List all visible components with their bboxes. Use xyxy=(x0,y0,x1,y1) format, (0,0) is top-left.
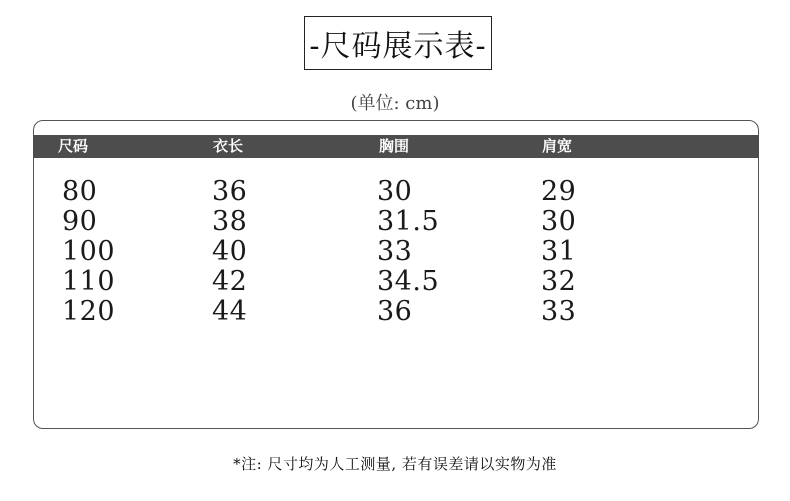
cell-chest: 33 xyxy=(377,236,413,267)
table-row xyxy=(0,177,790,207)
header-length: 衣长 xyxy=(213,137,244,155)
cell-shoulder: 30 xyxy=(541,206,577,237)
cell-shoulder: 31 xyxy=(541,236,577,267)
cell-length: 42 xyxy=(212,266,248,297)
table-row xyxy=(0,237,790,267)
table-row xyxy=(0,297,790,327)
cell-size: 110 xyxy=(62,266,116,297)
cell-size: 100 xyxy=(62,236,116,267)
cell-chest: 31.5 xyxy=(377,206,440,237)
measurement-note: *注: 尺寸均为人工测量, 若有误差请以实物为准 xyxy=(233,455,557,473)
table-row xyxy=(0,207,790,237)
table-header xyxy=(33,135,759,158)
cell-chest: 30 xyxy=(377,176,413,207)
cell-length: 44 xyxy=(212,296,248,327)
cell-length: 40 xyxy=(212,236,248,267)
cell-shoulder: 33 xyxy=(541,296,577,327)
page-title: -尺码展示表- xyxy=(304,16,492,70)
table-body xyxy=(0,177,790,327)
cell-length: 36 xyxy=(212,176,248,207)
cell-shoulder: 32 xyxy=(541,266,577,297)
header-chest: 胸围 xyxy=(379,137,410,155)
header-size: 尺码 xyxy=(58,137,89,155)
cell-length: 38 xyxy=(212,206,248,237)
unit-note: (单位: cm) xyxy=(350,93,440,114)
cell-chest: 34.5 xyxy=(377,266,440,297)
cell-size: 80 xyxy=(62,176,98,207)
cell-shoulder: 29 xyxy=(541,176,577,207)
cell-size: 120 xyxy=(62,296,116,327)
cell-chest: 36 xyxy=(377,296,413,327)
cell-size: 90 xyxy=(62,206,98,237)
header-shoulder: 肩宽 xyxy=(542,137,573,155)
table-row xyxy=(0,267,790,297)
